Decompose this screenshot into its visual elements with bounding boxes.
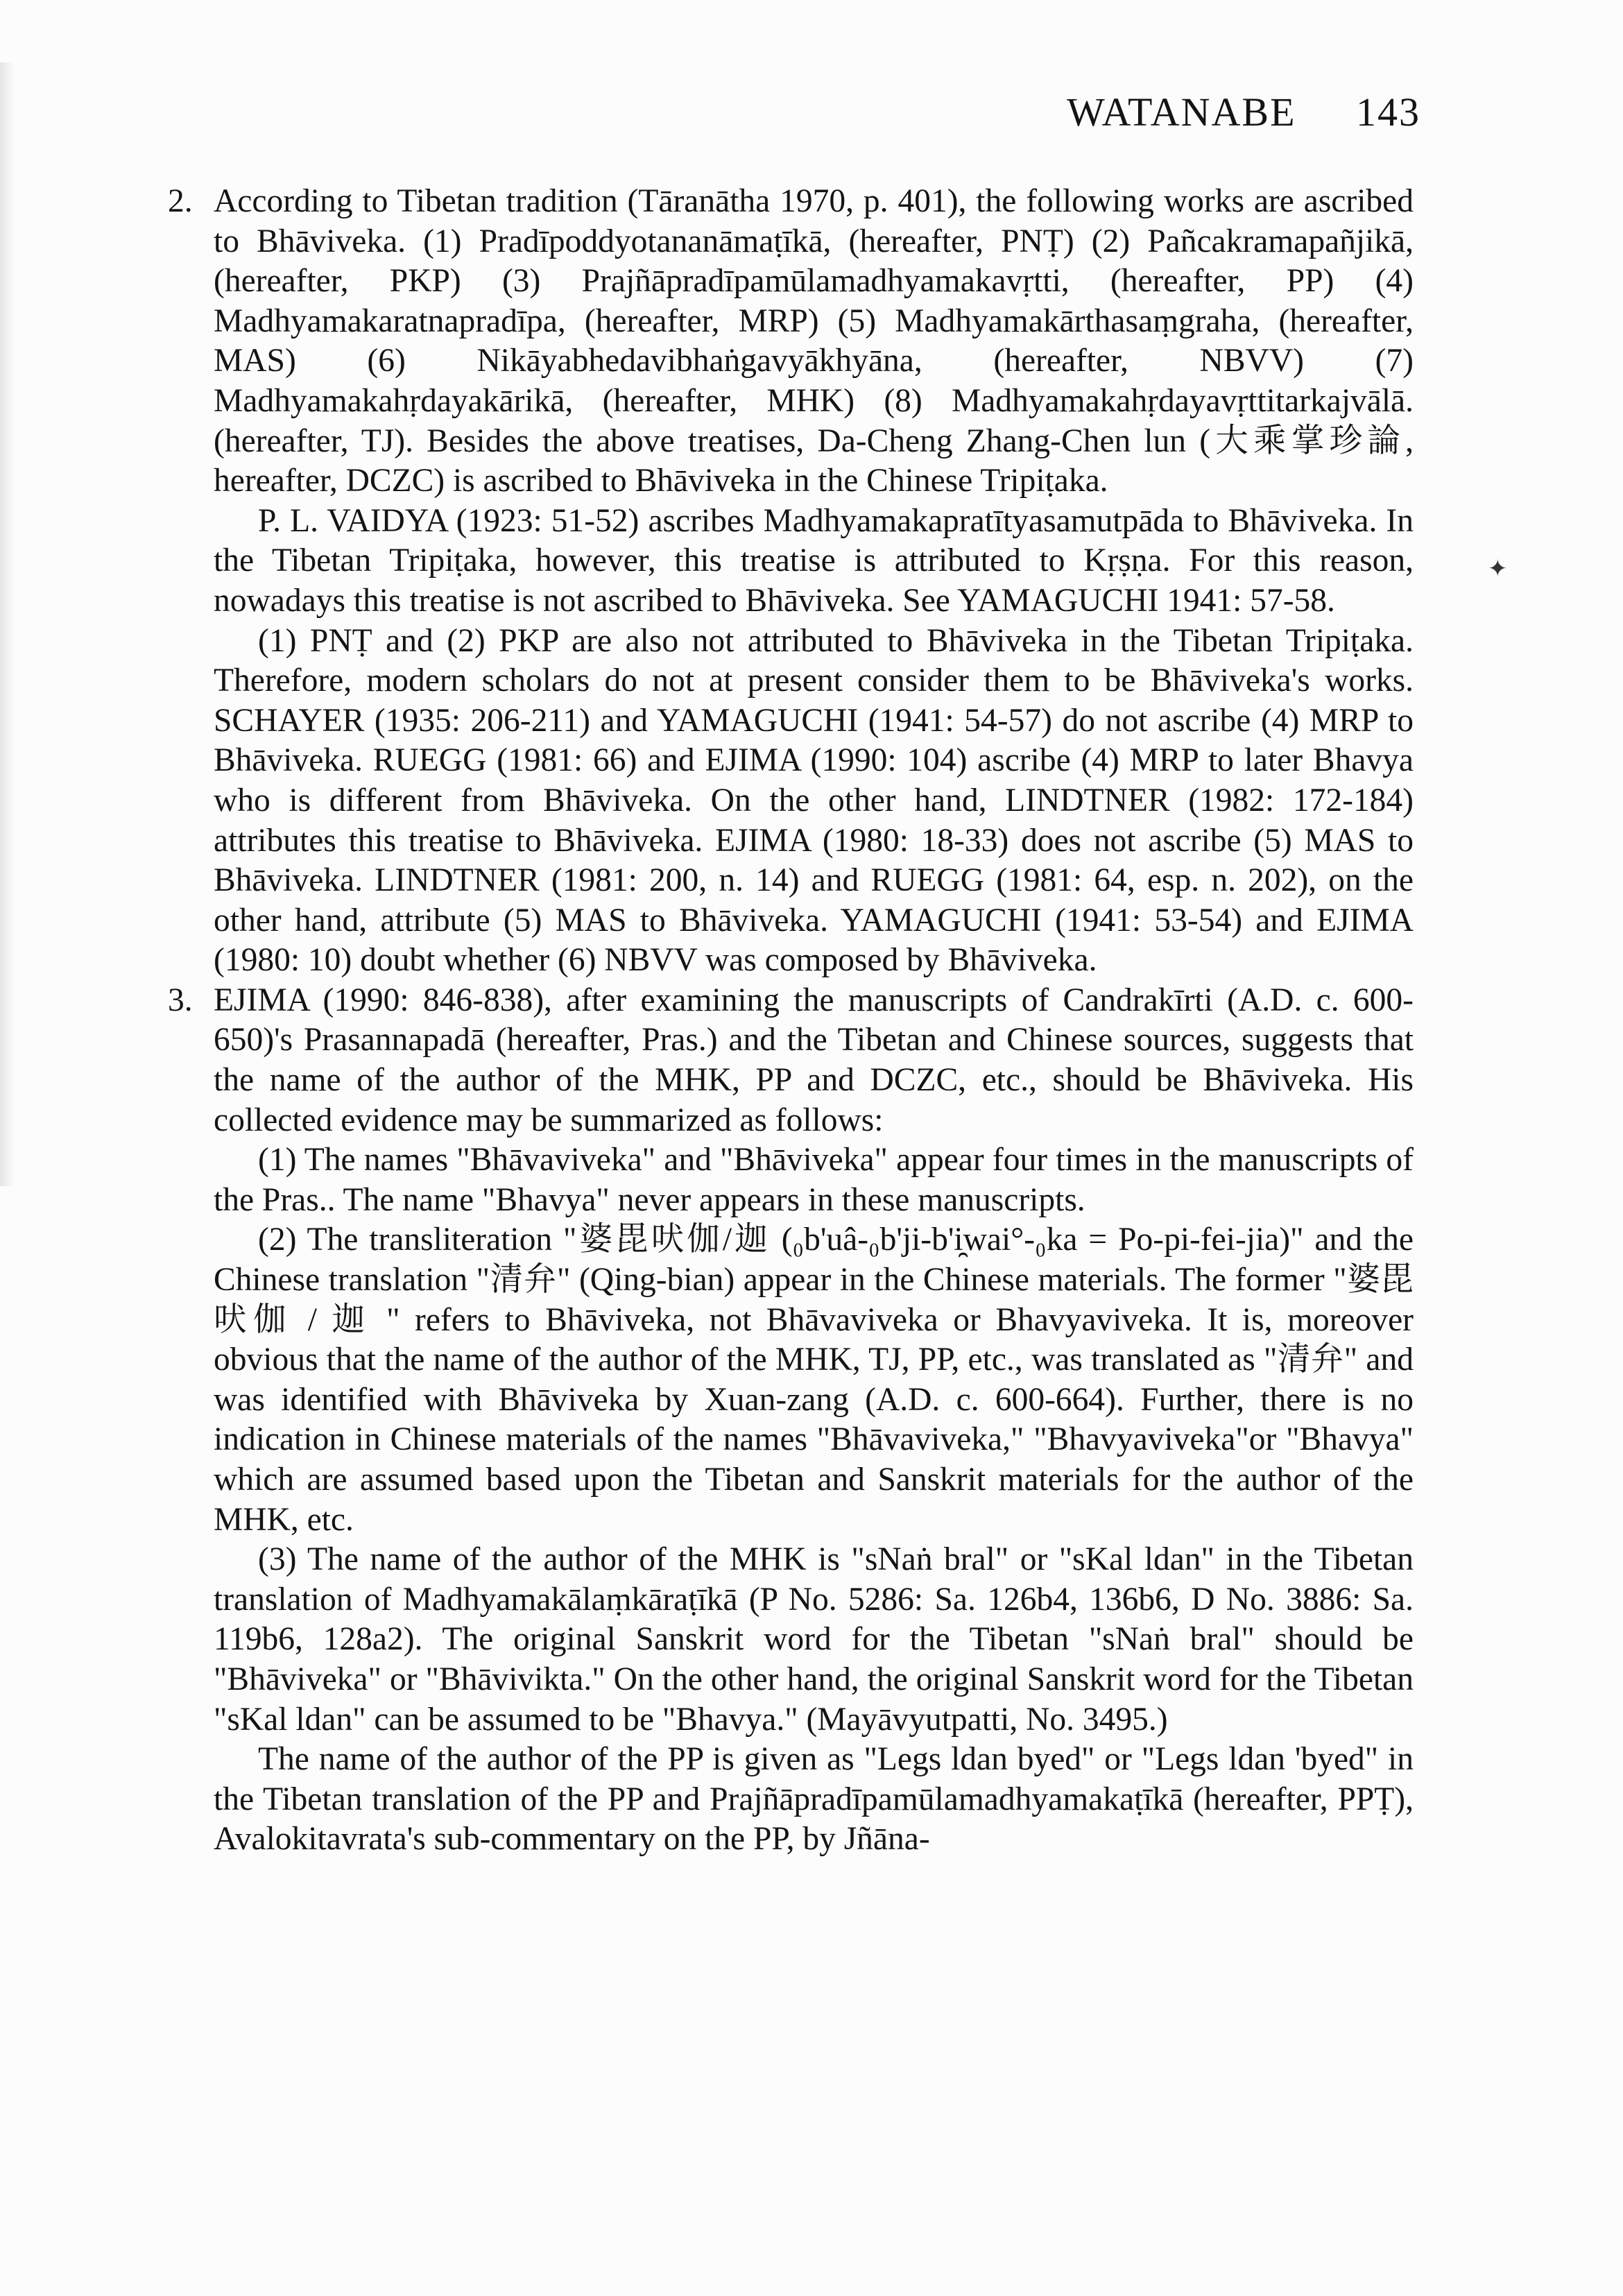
stray-mark: ✦ [1488, 556, 1508, 582]
page-number: 143 [1356, 89, 1420, 135]
endnotes-body [168, 182, 1414, 1860]
endnote-paragraph: P. L. VAIDYA (1923: 51-52) ascribes Madhyamakapratītyasamutpāda to Bhāviveka. In the Tibetan Tripiṭaka, however, this treatise is attributed to Kṛṣṇa. For this reason, nowadays this treatise is not ascribed to Bhāviveka. See YAMAGUCHI 1941: 57-58. [214, 502, 1414, 619]
running-header-author: WATANABE [1067, 89, 1296, 135]
endnote-paragraph: EJIMA (1990: 846-838), after examining the manuscripts of Candrakīrti (A.D. c. 600-650)'s Prasannapadā (hereafter, Pras.) and the Tibetan and Chinese sources, suggests that the name of the author of the MHK, PP and DCZC, etc., should be Bhāviveka. His collected evidence may be summarized as follows: [214, 982, 1414, 1138]
running-header [1067, 89, 1420, 135]
scan-edge-shadow [0, 62, 15, 1186]
endnote-number: 3. [168, 982, 193, 1018]
endnote-3 [168, 981, 1414, 1860]
endnote-2 [168, 182, 1414, 981]
endnote-paragraph: (1) PNṬ and (2) PKP are also not attributed to Bhāviveka in the Tibetan Tripiṭaka. Therefore, modern scholars do not at present consider them to be Bhāviveka's works. SCHAYER (1935: 206-211) and YAMAGUCHI (1941: 54-57) do not ascribe (4) MRP to Bhāviveka. RUEGG (1981: 66) and EJIMA (1990: 104) ascribe (4) MRP to later Bhavya who is different from Bhāviveka. On the other hand, LINDTNER (1982: 172-184) attributes this treatise to Bhāviveka. EJIMA (1980: 18-33) does not ascribe (5) MAS to Bhāviveka. LINDTNER (1981: 200, n. 14) and RUEGG (1981: 64, esp. n. 202), on the other hand, attribute (5) MAS to Bhāviveka. YAMAGUCHI (1941: 53-54) and EJIMA (1980: 10) doubt whether (6) NBVV was composed by Bhāviveka. [214, 622, 1414, 979]
endnote-paragraph: (3) The name of the author of the MHK is "sNaṅ bral" or "sKal ldan" in the Tibetan translation of Madhyamakālaṃkāraṭīkā (P No. 5286: Sa. 126b4, 136b6, D No. 3886: Sa. 119b6, 128a2). The original Sanskrit word for the Tibetan "sNaṅ bral" should be "Bhāviveka" or "Bhāvivikta." On the other hand, the original Sanskrit word for the Tibetan "sKal ldan" can be assumed to be "Bhavya." (Mayāvyutpatti, No. 3495.) [214, 1541, 1414, 1738]
endnote-paragraph: The name of the author of the PP is given as "Legs ldan byed" or "Legs ldan 'byed" in the Tibetan translation of the PP and Prajñāpradīpamūlamadhyamakaṭīkā (hereafter, PPṬ), Avalokitavrata's sub-commentary on the PP, by Jñāna- [214, 1741, 1414, 1858]
endnote-paragraph: (2) The transliteration "婆毘吠伽/迦 (₀b'uâ-₀b'ji-b'i̯wai°-₀ka = Po-pi-fei-jia)" and the Chinese translation "清弁" (Qing-bian) appear in the Chinese materials. The former "婆毘吠伽 / 迦 " refers to Bhāviveka, not Bhāvaviveka or Bhavyaviveka. It is, moreover obvious that the name of the author of the MHK, TJ, PP, etc., was translated as "清弁" and was identified with Bhāviveka by Xuan-zang (A.D. c. 600-664). Further, there is no indication in Chinese materials of the names "Bhāvaviveka," "Bhavyaviveka"or "Bhavya" which are assumed based upon the Tibetan and Sanskrit materials for the author of the MHK, etc. [214, 1222, 1414, 1538]
endnote-paragraph: (1) The names "Bhāvaviveka" and "Bhāviveka" appear four times in the manuscripts of the Pras.. The name "Bhavya" never appears in these manuscripts. [214, 1142, 1414, 1218]
endnote-number: 2. [168, 183, 193, 219]
endnote-paragraph: According to Tibetan tradition (Tāranātha 1970, p. 401), the following works are ascribed to Bhāviveka. (1) Pradīpoddyotananāmaṭīkā, (hereafter, PNṬ) (2) Pañcakramapañjikā, (hereafter, PKP) (3) Prajñāpradīpamūlamadhyamakavṛtti, (hereafter, PP) (4) Madhyamakaratnapradīpa, (hereafter, MRP) (5) Madhyamakārthasaṃgraha, (hereafter, MAS) (6) Nikāyabhedavibhaṅgavyākhyāna, (hereafter, NBVV) (7) Madhyamakahṛdayakārikā, (hereafter, MHK) (8) Madhyamakahṛdayavṛttitarkajvālā. (hereafter, TJ). Besides the above treatises, Da-Cheng Zhang-Chen lun (大乘掌珍論, hereafter, DCZC) is ascribed to Bhāviveka in the Chinese Tripiṭaka. [214, 183, 1414, 499]
